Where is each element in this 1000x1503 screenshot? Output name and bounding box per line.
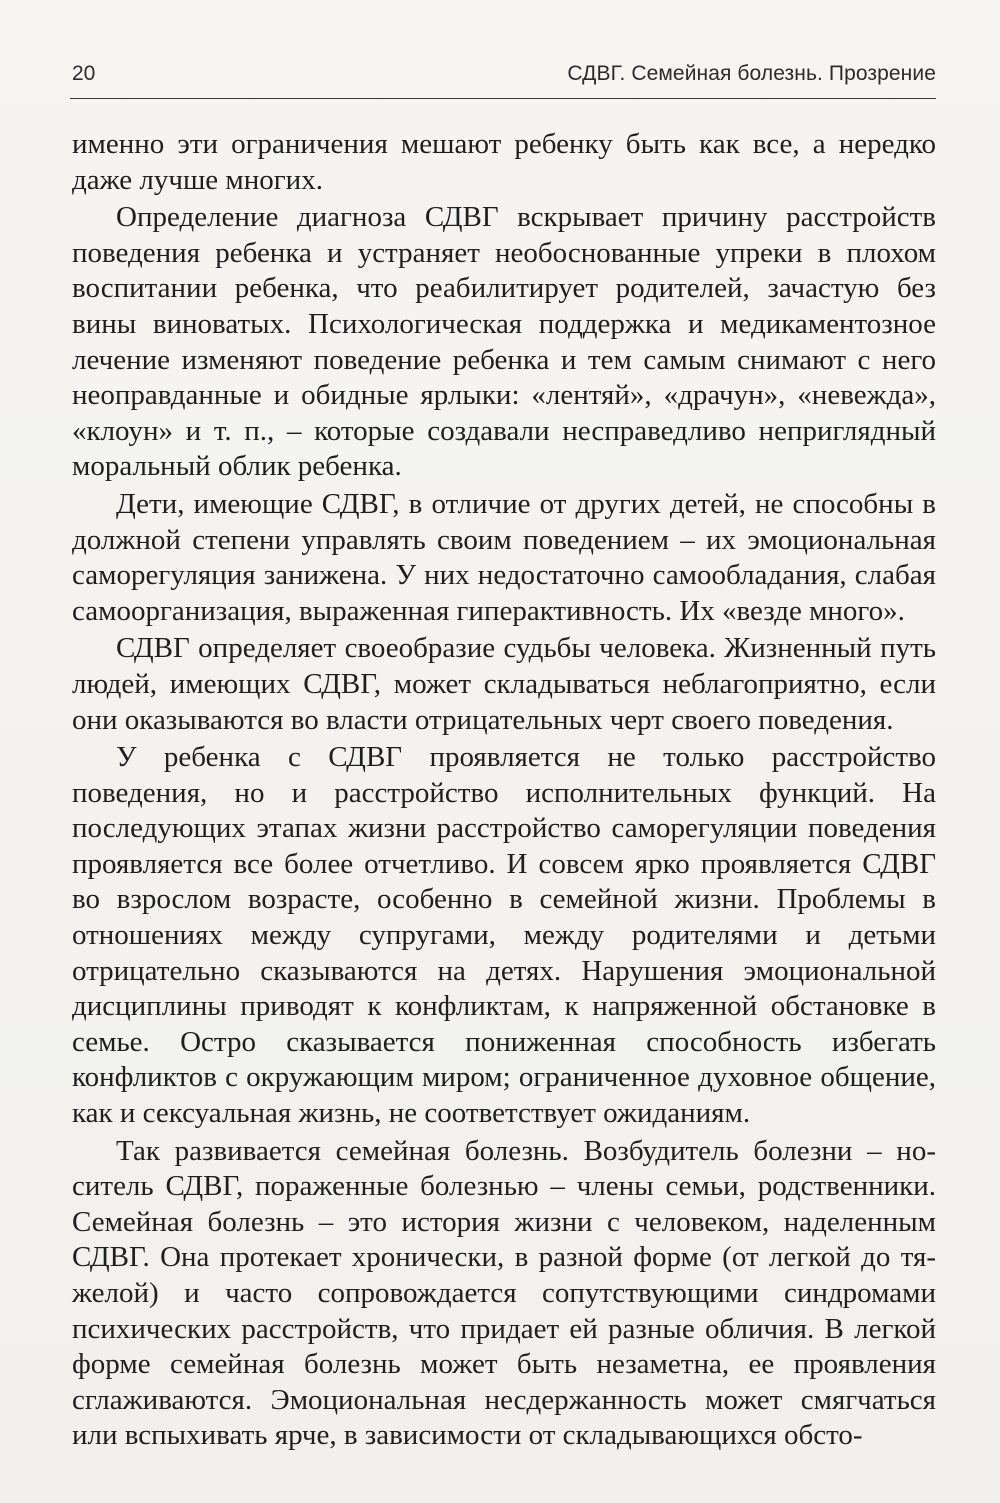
paragraph: именно эти ограничения мешают ребенку быть как все, а нередко даже лучше многих.	[72, 128, 936, 196]
body-text	[72, 127, 936, 1454]
paragraph: У ребенка с СДВГ проявляется не только расстройство поведения, но и расстройство исполнительных функций. На последующих этапах жизни расстройство саморегуляции поведения проявляется все более отчетливо. И совсем ярко проявляется СДВГ во взрослом возрасте, особенно в семейной жизни. Проблемы в отношениях между супругами, между родителями и детьми отрицательно сказываются на детях. Нарушения эмоциональной дисциплины приводят к конфликтам, к напряженной обстановке в семье. Остро сказывается пониженная способность избегать конфликтов с окружающим миром; ограниченное духовное общение, как и сексуальная жизнь, не соответствует ожиданиям.	[72, 741, 936, 1130]
running-header	[70, 60, 936, 99]
paragraph: Определение диагноза СДВГ вскрывает причину расстройств поведения ребенка и устраняет необоснованные упреки в плохом воспитании ребенка, что реабилитирует родителей, зачастую без вины виноватых. Психологическая поддержка и медикаментозное лечение изменяют поведение ребенка и тем самым снимают с него неоправданные и обидные ярлыки: «лентяй», «драчун», «невежда», «клоун» и т. п., – которые создавали несправедливо неприглядный моральный облик ребенка.	[72, 201, 936, 483]
running-title: СДВГ. Семейная болезнь. Прозрение	[567, 62, 936, 85]
paragraph: Дети, имеющие СДВГ, в отличие от других детей, не способны в должной степени управлять своим поведением – их эмоциональная саморегуляция занижена. У них недостаточно самообладания, слабая самоорганизация, выраженная гиперактивность. Их «везде много».	[72, 487, 936, 627]
page-number: 20	[72, 62, 96, 85]
paragraph: СДВГ определяет своеобразие судьбы человека. Жизненный путь людей, имеющих СДВГ, может складываться неблагоприятно, если они оказываются во власти отрицательных черт своего поведения.	[72, 632, 936, 736]
paragraph: Так развивается семейная болезнь. Возбудитель болезни – носитель СДВГ, пораженные болезнью – члены семьи, родственники. Семейная болезнь – это история жизни с человеком, наделенным СДВГ. Она протекает хронически, в разной форме (от легкой до тяжелой) и часто сопровождается сопутствующими синдромами психических расстройств, что придает ей разные обличия. В легкой форме семейная болезнь может быть незаметна, ее проявления сглаживаются. Эмоциональная несдержанность может смягчаться или вспыхивать ярче, в зависимости от складывающихся обсто-	[72, 1134, 936, 1452]
